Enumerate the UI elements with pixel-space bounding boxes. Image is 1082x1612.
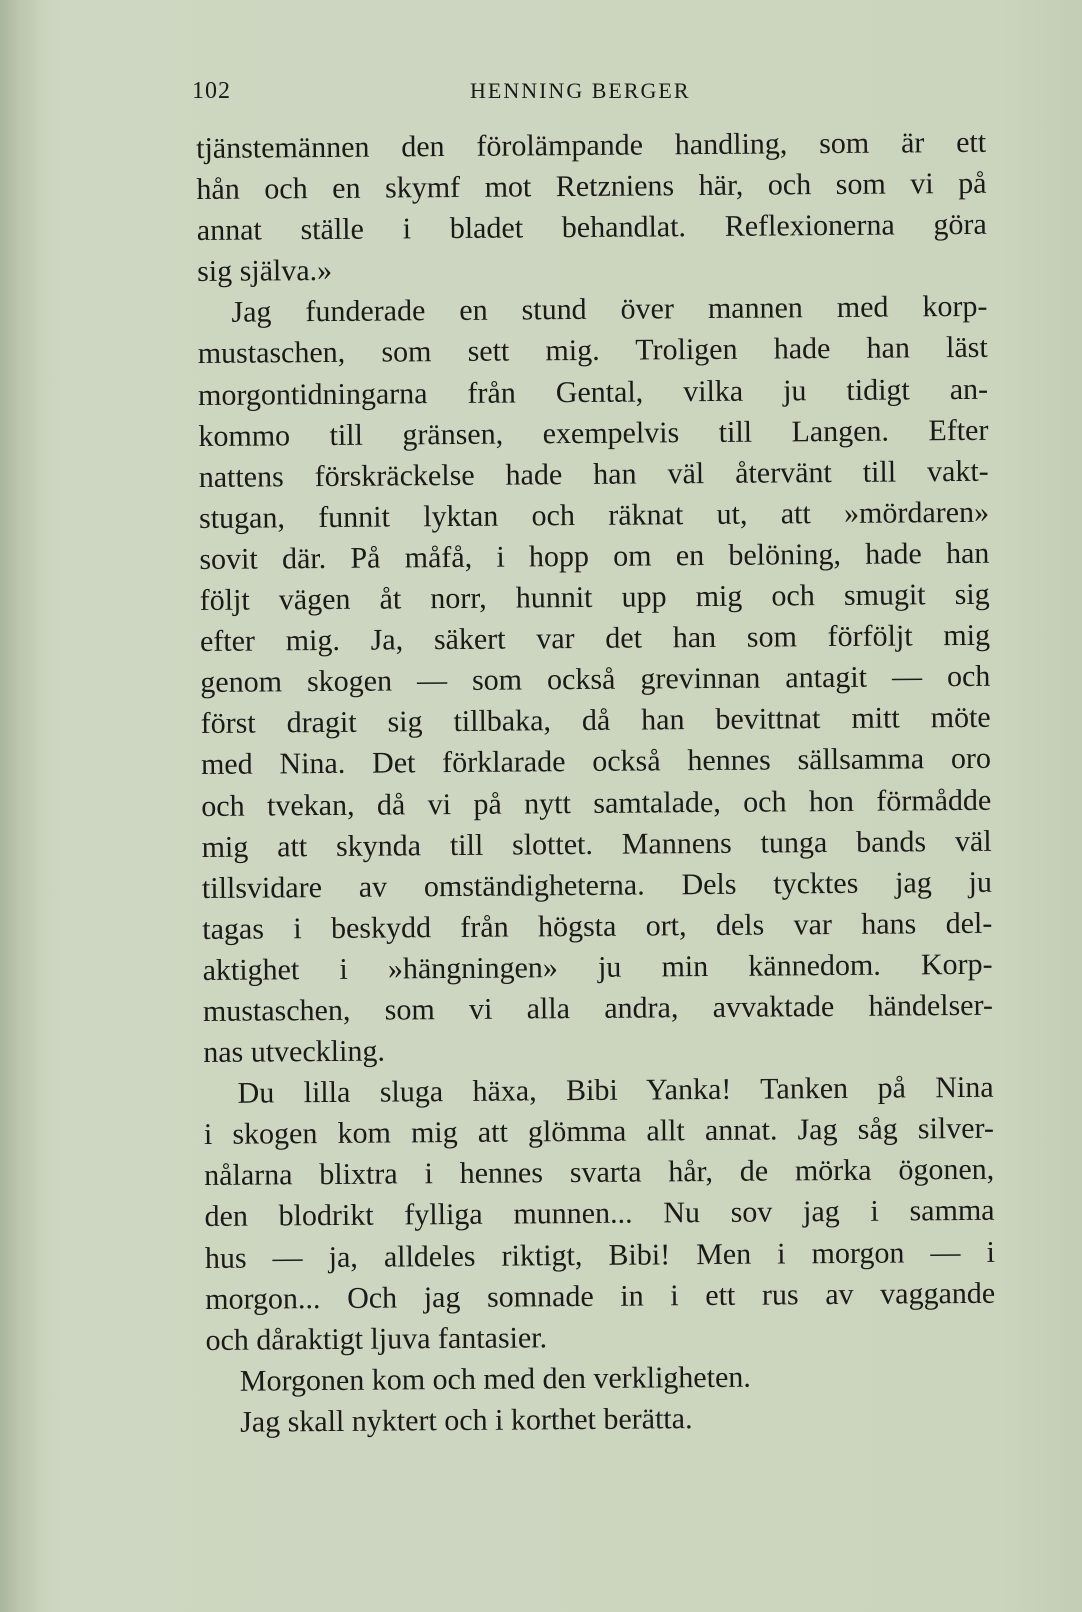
text-line: Du lilla sluga häxa, Bibi Yanka! Tanken på Nina	[237, 1070, 994, 1110]
text-line: tillsvidare av omständigheterna. Dels tycktes jag ju	[201, 865, 993, 905]
text-line: morgontidningarna från Gental, vilka ju tidigt an-	[197, 372, 989, 412]
text-line: mustaschen, som sett mig. Troligen hade han läst	[197, 331, 988, 371]
text-line: Jag skall nyktert och i korthet berätta.	[240, 1402, 693, 1439]
text-line: och dåraktigt ljuva fantasier.	[205, 1320, 548, 1357]
text-line: Morgonen kom och med den verkligheten.	[239, 1360, 751, 1398]
running-head: HENNING BERGER	[470, 78, 691, 103]
text-line: stugan, funnit lyktan och räknat ut, att »mördaren»	[198, 495, 990, 535]
text-line: annat ställe i bladet behandlat. Reflexionerna göra	[196, 207, 987, 248]
text-line: nas utveckling.	[203, 1034, 386, 1070]
text-line: nålarna blixtra i hennes svarta hår, de mörka ögonen,	[204, 1153, 995, 1193]
text-line: tagas i beskydd från högsta ort, dels var hans del-	[202, 906, 993, 946]
text-line: Jag funderade en stund över mannen med korp-	[231, 290, 988, 330]
text-line: sig själva.»	[196, 254, 333, 289]
text-line: nattens förskräckelse hade han väl återvänt till vakt-	[198, 454, 989, 494]
text-line: aktighet i »hängningen» ju min kännedom. Korp-	[202, 947, 993, 987]
text-line: följt vägen åt norr, hunnit upp mig och smugit sig	[199, 577, 990, 618]
text-line: med Nina. Det förklarade också hennes sällsamma oro	[200, 742, 992, 782]
body-text	[196, 122, 996, 1443]
text-line: mustaschen, som vi alla andra, avvaktade händelser-	[202, 988, 994, 1028]
page-gutter	[0, 0, 40, 1612]
text-line: sovit där. På måfå, i hopp om en belöning, hade han	[199, 536, 990, 576]
text-line: i skogen kom mig att glömma allt annat. Jag såg silver-	[203, 1112, 995, 1152]
text-line: och tvekan, då vi på nytt samtalade, och hon förmådde	[201, 783, 992, 823]
text-line: den blodrikt fylliga munnen... Nu sov jag i samma	[204, 1194, 995, 1234]
page-header	[192, 78, 982, 114]
text-line: efter mig. Ja, säkert var det han som förföljt mig	[199, 618, 991, 659]
text-line: kommo till gränsen, exempelvis till Langen. Efter	[198, 413, 989, 453]
text-line: morgon... Och jag somnade in i ett rus av vaggande	[205, 1276, 996, 1316]
text-line: först dragit sig tillbaka, då han bevittnat mitt möte	[200, 701, 991, 741]
text-line: mig att skynda till slottet. Mannens tunga bands väl	[201, 824, 992, 864]
text-line: tjänstemännen den förolämpande handling, som är ett	[196, 125, 987, 165]
page-number: 102	[192, 78, 231, 104]
text-line: hån och en skymf mot Retzniens här, och som vi på	[196, 166, 987, 207]
text-line: hus — ja, alldeles riktigt, Bibi! Men i morgon — i	[204, 1235, 995, 1275]
text-line: genom skogen — som också grevinnan antagit — och	[200, 659, 991, 700]
